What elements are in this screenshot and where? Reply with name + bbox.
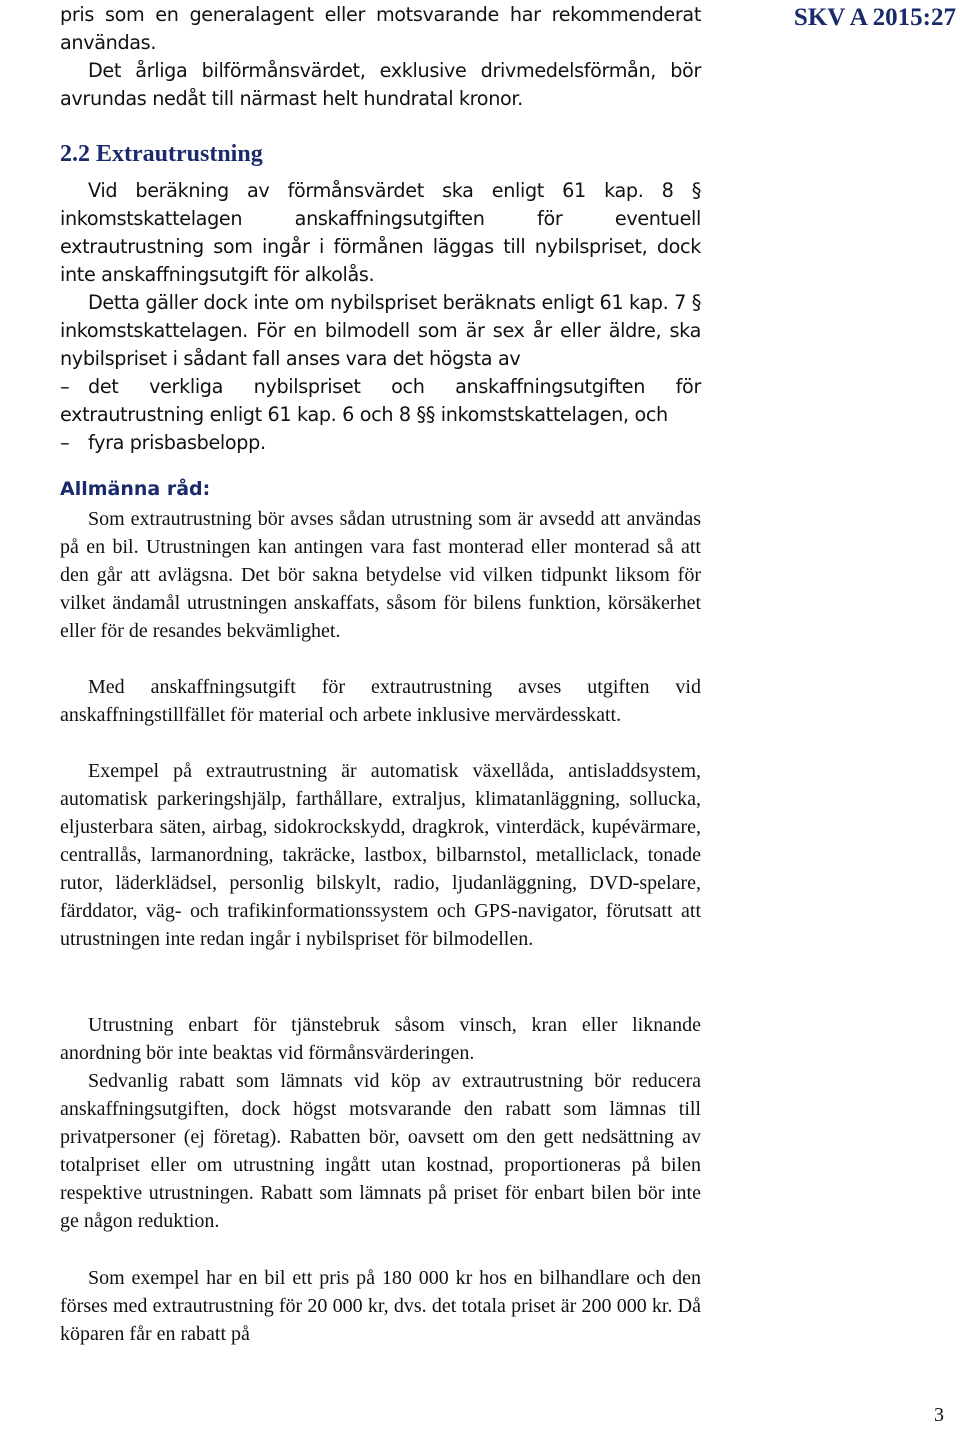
advice-paragraph: Som extrautrustning bör avses sådan utrustning som är avsedd att användas på en bil. Utrustningen kan antingen vara fast monterad eller monterad så att den går att avlägsna. Det bör sakna betydelse vid vilken tidpunkt liksom för vilket ändamål utrustningen anskaffats, såsom för bilens funktion, körsäkerhet eller för de resandes bekvämlighet. xyxy=(60,508,701,642)
list-item xyxy=(60,429,701,457)
general-advice-heading: Allmänna råd: xyxy=(60,478,211,500)
section-heading: 2.2 Extrautrustning xyxy=(60,141,263,167)
advice-paragraph: Sedvanlig rabatt som lämnats vid köp av extrautrustning bör reducera anskaffningsutgiften, dock högst motsvarande den rabatt som lämnas till privatpersoner (ej företag). Rabatten bör, oavsett om den gett nedsättning av totalpriset eller om utrustning ingått utan kostnad, proportioneras på bilen respektive utrustningen. Rabatt som lämnats på priset för enbart bilen bör inte ge någon reduktion. xyxy=(60,1070,701,1232)
list-dash: – xyxy=(60,431,70,454)
intro-paragraph: Det årliga bilförmånsvärdet, exklusive drivmedelsförmån, bör avrundas nedåt till närmast helt hundratal kronor. xyxy=(60,59,701,110)
list-item xyxy=(60,373,701,429)
intro-line: pris som en generalagent eller motsvarande har rekommenderat användas. xyxy=(60,3,701,54)
advice-paragraph: Utrustning enbart för tjänstebruk såsom vinsch, kran eller liknande anordning bör inte beaktas vid förmånsvärderingen. xyxy=(60,1014,701,1064)
list-item-text: fyra prisbasbelopp. xyxy=(88,431,266,454)
advice-paragraph: Med anskaffningsutgift för extrautrustning avses utgiften vid anskaffningstillfället för material och arbete inklusive mervärdesskatt. xyxy=(60,676,701,726)
document-code: SKV A 2015:27 xyxy=(793,4,956,31)
list-dash: – xyxy=(60,375,70,398)
advice-paragraph: Som exempel har en bil ett pris på 180 000 kr hos en bilhandlare och den förses med extrautrustning för 20 000 kr, dvs. det totala priset är 200 000 kr. Då köparen får en rabatt på xyxy=(60,1267,701,1345)
section-paragraph-2: Detta gäller dock inte om nybilspriset beräknats enligt 61 kap. 7 § inkomstskattelagen. För en bilmodell som är sex år eller äldre, ska nybilspriset i sådant fall anses vara det högsta av xyxy=(60,291,701,370)
list-item-text: det verkliga nybilspriset och anskaffningsutgiften för extrautrustning enligt 61 kap. 6 och 8 §§ inkomstskattelagen, och xyxy=(60,375,701,426)
section-paragraph-1: Vid beräkning av förmånsvärdet ska enligt 61 kap. 8 § inkomstskattelagen anskaffningsutgiften för eventuell extrautrustning som ingår i förmånen läggas till nybilspriset, dock inte anskaffningsutgift för alkolås. xyxy=(60,179,701,286)
page-number: 3 xyxy=(934,1404,944,1426)
advice-paragraph: Exempel på extrautrustning är automatisk växellåda, antisladdsystem, automatisk parkeringshjälp, farthållare, extraljus, klimatanläggning, sollucka, eljusterbara säten, airbag, sidokrockskydd, dragkrok, vinterdäck, kupévärmare, centrallås, larmanordning, takräcke, lastbox, bilbarnstol, metalliclack, tonade rutor, läderklädsel, personlig bilskylt, radio, ljudanläggning, DVD-spelare, färddator, väg- och trafikinformationssystem och GPS-navigator, förutsatt att utrustningen inte redan ingår i nybilspriset för bilmodellen. xyxy=(60,760,701,950)
